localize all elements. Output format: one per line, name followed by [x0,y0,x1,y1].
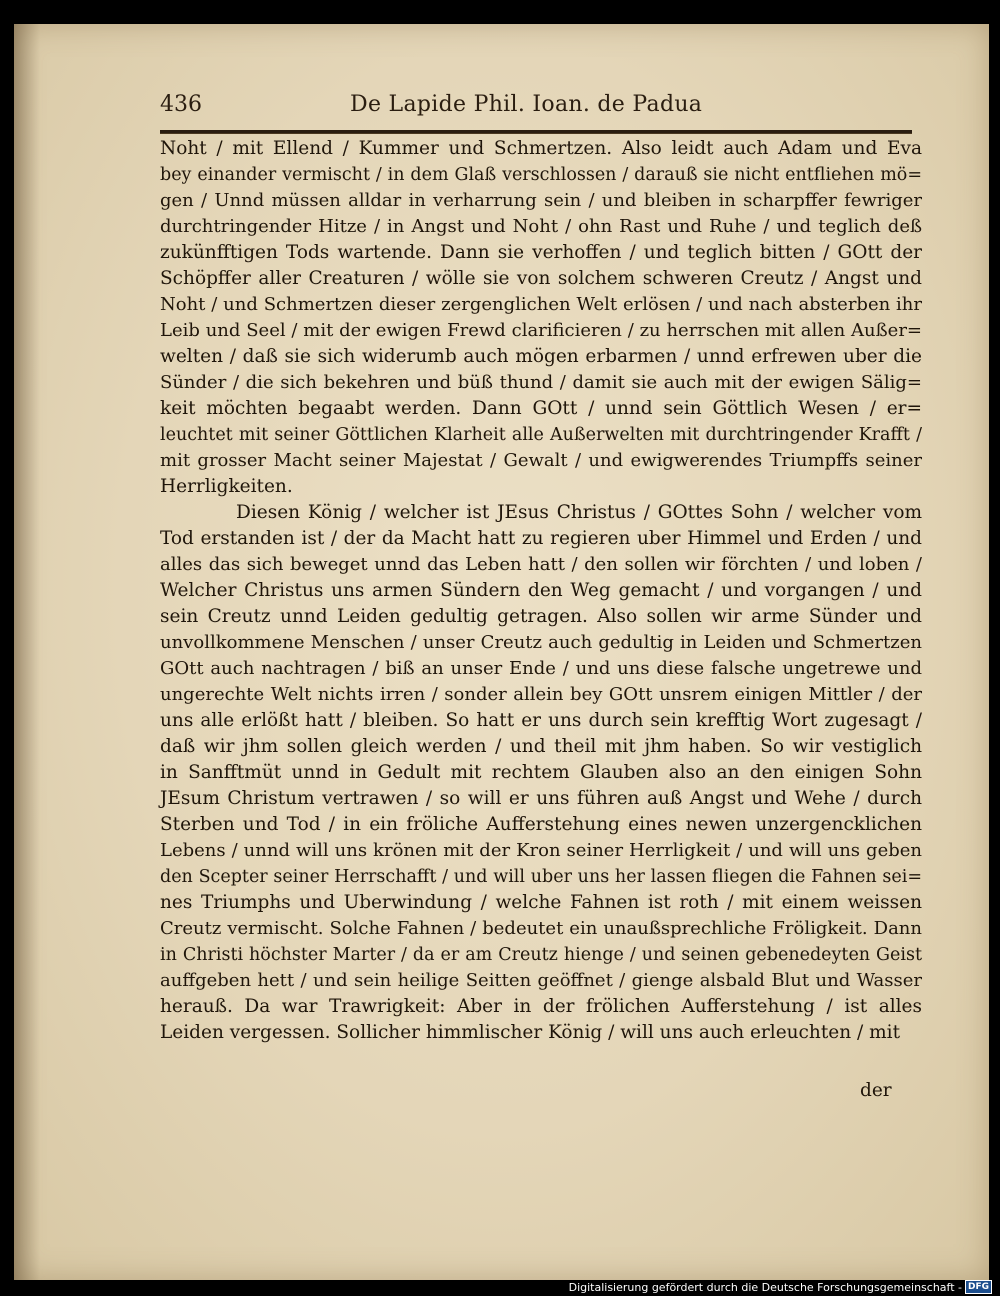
footer-credit [569,1279,992,1295]
text-line: zukünfftigen Tods wartende. Dann sie verhoffen / und teglich bitten / GOtt der [160,242,922,263]
text-line: den Scepter seiner Herrschafft / und will uber uns her lassen fliegen die Fahnen sei= [160,867,922,887]
text-line: welten / daß sie sich widerumb auch mögen erbarmen / unnd erfrewen uber die [160,346,922,367]
text-line: keit möchten begaabt werden. Dann GOtt / unnd sein Göttlich Wesen / er= [160,398,922,419]
text-line: GOtt auch nachtragen / biß an unser Ende / und uns diese falsche ungetrewe und [160,658,922,679]
dfg-logo: DFG [965,1280,992,1294]
text-line: gen / Unnd müssen alldar in verharrung sein / und bleiben in scharpffer fewriger [160,190,922,211]
text-line: Welcher Christus uns armen Sündern den Weg gemacht / und vorgangen / und [160,580,922,601]
text-line: Diesen König / welcher ist JEsus Christus / GOttes Sohn / welcher vom [236,502,922,523]
text-line: Lebens / unnd will uns krönen mit der Kron seiner Herrligkeit / und will uns geben [160,840,922,861]
text-line: ungerechte Welt nichts irren / sonder allein bey GOtt unsrem einigen Mittler / der [160,684,922,705]
text-line: Sünder / die sich bekehren und büß thund / damit sie auch mit der ewigen Sälig= [160,372,922,393]
text-line: Leiden vergessen. Sollicher himmlischer König / will uns auch erleuchten / mit [160,1022,901,1043]
text-line: Creutz vermischt. Solche Fahnen / bedeutet ein unaußsprechliche Fröligkeit. Dann [160,918,922,939]
page-header [160,92,920,124]
text-line: in Christi höchster Marter / da er am Creutz hienge / und seinen gebenedeyten Geist [160,945,922,965]
body-text [160,136,922,1046]
text-line: sein Creutz unnd Leiden gedultig getragen. Also sollen wir arme Sünder und [160,606,922,627]
footer-text: Digitalisierung gefördert durch die Deutsche Forschungsgemeinschaft - [568,1280,962,1294]
text-line: bey einander vermischt / in dem Glaß verschlossen / darauß sie nicht entfliehen mö= [160,165,922,185]
header-rule [160,130,912,134]
spine-shadow [14,24,40,1280]
text-line: nes Triumphs und Uberwindung / welche Fahnen ist roth / mit einem weissen [160,892,922,913]
text-line: unvollkommene Menschen / unser Creutz auch gedultig in Leiden und Schmertzen [160,632,922,653]
page-number: 436 [160,92,202,117]
text-line: uns alle erlößt hatt / bleiben. So hatt er uns durch sein krefftig Wort zugesagt / [160,710,922,731]
text-line: Herrligkeiten. [160,476,293,497]
text-line: Schöpffer aller Creaturen / wölle sie von solchem schweren Creutz / Angst und [160,268,922,289]
text-line: Leib und Seel / mit der ewigen Frewd clarificieren / zu herrschen mit allen Außer= [160,320,922,341]
text-line: auffgeben hett / und sein heilige Seitten geöffnet / gienge alsbald Blut und Wasser [160,970,922,991]
catchword: der [860,1080,892,1101]
text-line: leuchtet mit seiner Göttlichen Klarheit alle Außerwelten mit durchtringender Krafft / [160,425,922,445]
text-line: Tod erstanden ist / der da Macht hatt zu regieren uber Himmel und Erden / und [160,528,922,549]
text-line: JEsum Christum vertrawen / so will er uns führen auß Angst und Wehe / durch [160,788,922,809]
text-line: durchtringender Hitze / in Angst und Noht / ohn Rast und Ruhe / und teglich deß [160,216,922,237]
text-line: alles das sich beweget unnd das Leben hatt / den sollen wir förchten / und loben / [160,554,922,575]
text-line: Noht / mit Ellend / Kummer und Schmertzen. Also leidt auch Adam und Eva [160,138,922,159]
text-line: in Sanfftmüt unnd in Gedult mit rechtem Glauben also an den einigen Sohn [160,762,922,783]
text-line: mit grosser Macht seiner Majestat / Gewalt / und ewigwerendes Triumpffs seiner [160,450,922,471]
running-head: De Lapide Phil. Ioan. de Padua [350,92,703,117]
text-line: Noht / und Schmertzen dieser zergenglichen Welt erlösen / und nach absterben ihr [160,294,922,315]
text-line: herauß. Da war Trawrigkeit: Aber in der frölichen Aufferstehung / ist alles [160,996,922,1017]
text-line: Sterben und Tod / in ein fröliche Aufferstehung eines newen unzergencklichen [160,814,922,835]
text-line: daß wir jhm sollen gleich werden / und theil mit jhm haben. So wir vestiglich [160,736,922,757]
